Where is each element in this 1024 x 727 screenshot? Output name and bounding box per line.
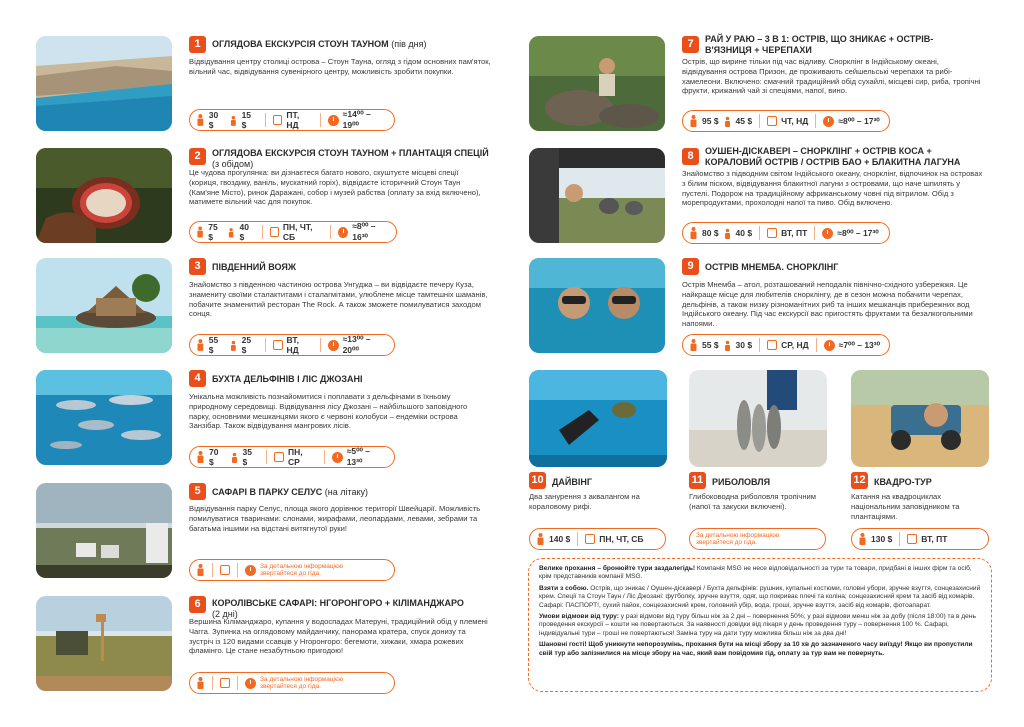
- calendar-icon: [907, 534, 917, 544]
- tour-photo-diving: [529, 370, 667, 467]
- tour-photo-fishing: [689, 370, 827, 467]
- child-icon: [723, 339, 732, 351]
- adult-icon: [196, 677, 205, 689]
- adult-price: 75 $: [208, 222, 218, 242]
- tour-price-schedule: [189, 446, 395, 468]
- tour-description: Відвідування центру столиці острова – Стоун Тауна, огляд з гідом основних пам'яток, вільний час, відвідування сувенірного центру, можливість зробити покупки.: [189, 57, 491, 76]
- adult-price: 130 $: [871, 534, 893, 544]
- calendar-icon: [273, 340, 283, 350]
- tour-price-schedule: [689, 528, 826, 550]
- adult-price: 140 $: [549, 534, 571, 544]
- adult-price: 55 $: [702, 340, 719, 350]
- tour-photo-the-rock: [36, 258, 172, 353]
- tour-photo-spices: [36, 148, 172, 243]
- tour-description: Це чудова прогулянка: ви дізнаєтеся багато нового, скуштуєте місцеві спеції (кориця, гвоздику, ваніль, мускатний горіх), відвідаєте історичний Стоун Таун (Кам'яне Місто), ринок Даражані, собор і музей рабства (оплату за вхід включено), матимете вільний час для покупок.: [189, 168, 481, 207]
- adult-price: 30 $: [208, 110, 219, 130]
- tour-title: ПІВДЕННИЙ ВОЯЖ: [212, 262, 296, 272]
- guest-reminder: Шановні гості! Щоб уникнути непорозумінь, прохання бути на місці збору за 10 хв до зазначеного часу виїзду! Якщо ви пропустили свій тур або запізнилися на місце збору на час, який вам повідомив гід, оплату за тур вам не повернуть.: [539, 641, 973, 657]
- child-icon: [723, 115, 732, 127]
- tour-title: РИБОЛОВЛЯ: [712, 477, 771, 487]
- clock-icon: [245, 678, 256, 689]
- tour-description: Катання на квадроциклах національним заповідником та плантаціями.: [851, 492, 960, 521]
- adult-icon: [689, 339, 698, 351]
- what-to-bring: Взяти з собою. Острів, що зникає / Оушен-діскавері / Бухта дельфінів: рушник, купальні костюми, головні убори, зручне взуття, сонцезахисний крем. Спеції та Стоун Таун / Ліс Джозані: футболку, зручне взуття, одяг, що покриває плечі та коліна; сонцезахисний крем та засіб від комарів. Сафарі: ПАСПОРТ!, сухий пайок, сонцезахисний крем, головний убір, вода, гроші, зручне взуття, засіб від комарів, фотоапарат.: [539, 584, 981, 609]
- tour-title: БУХТА ДЕЛЬФІНІВ І ЛІС ДЖОЗАНІ: [212, 374, 363, 384]
- tour-description: Знайомство з підводним світом Індійського океану, снорклінг, відпочинок на островах з білим піском, відвідування блакитної лагуни з островами, що наче шпилять у пустелі. Подорож на традиційному африканському човні під вітрилом. Обід з морепродуктами, прохолодні напої та пиво. Обід включено.: [682, 169, 983, 208]
- adult-icon: [689, 115, 698, 127]
- clock-icon: [332, 452, 343, 463]
- tour-price-schedule: [682, 110, 890, 132]
- child-price: 15 $: [241, 110, 252, 130]
- tour-days: ВТ, ПТ: [781, 228, 808, 238]
- adult-icon: [196, 114, 205, 126]
- adult-icon: [858, 533, 867, 545]
- tour-price-schedule: [189, 334, 395, 356]
- adult-price: 80 $: [702, 228, 719, 238]
- tour-title: ОГЛЯДОВА ЕКСКУРСІЯ СТОУН ТАУНОМ + ПЛАНТАЦІЯ СПЕЦІЙ (з обідом): [212, 148, 489, 169]
- calendar-icon: [270, 227, 279, 237]
- tour-title: ОУШЕН-ДІСКАВЕРІ – СНОРКЛІНГ + ОСТРІВ КОСА + КОРАЛОВИЙ ОСТРІВ / ОСТРІВ БАО + БЛАКИТНА ЛАГУНА: [705, 146, 961, 167]
- tour-number: 8: [682, 148, 699, 165]
- tour-photo-dolphins: [36, 370, 172, 465]
- tour-number: 5: [189, 483, 206, 500]
- adult-price: 95 $: [702, 116, 719, 126]
- cancellation-terms: Умови відмови від туру: у разі відмови від туру більш ніж за 2 дні – повернення 50%; у разі відмови менш ніж за добу (після 18:00) та в день проведення екскурсії – кошти не повертаються. За наявності довідки від лікаря у день проведення туру – повернення 100 %. Сафарі, індивідуальні тури – гроші не повертаються! Заміна туру на дати туру можлива більш ніж за два дні!: [539, 613, 976, 637]
- tour-days: ПН, СР: [287, 447, 303, 467]
- child-price: 30 $: [735, 340, 753, 350]
- child-price: 40 $: [239, 222, 250, 242]
- tour-description: Знайомство з південною частиною острова Унгуджа – ви відвідаєте печеру Куза, знамениту своїми сталактитами і сталагмітами, улюблене місце тамтешніх шаманів, побачите знаменитий ресторан The Rock. А також зможете помилуватися заходом сонця.: [189, 280, 488, 319]
- tour-price-schedule: [189, 221, 397, 243]
- tour-number: 7: [682, 36, 699, 53]
- tour-days: ЧТ, НД: [781, 116, 809, 126]
- tour-photo-turtles: [529, 36, 665, 131]
- adult-price: 70 $: [208, 447, 219, 467]
- tour-photo-quad: [851, 370, 989, 467]
- tour-time: ≈8⁰⁰ – 17³⁰: [838, 115, 880, 126]
- tour-days: ВТ, НД: [286, 335, 300, 355]
- tour-days: СР, НД: [781, 340, 809, 350]
- tour-photo-ocean-discovery: [529, 148, 665, 243]
- tour-price-schedule: [529, 528, 666, 550]
- tour-number: 9: [682, 258, 699, 275]
- tour-time: ≈5⁰⁰ – 13³⁰: [346, 446, 370, 467]
- calendar-icon: [220, 565, 230, 575]
- tour-photo-selous: [36, 483, 172, 578]
- tour-number: 12: [851, 472, 868, 489]
- tour-description: Вершина Кіліманджаро, купання у водоспадах Матеруні, традиційний обід у племені Чагга. Зупинка на оглядовому майданчику, панорама кратера, спуск донизу та зустріч із 120 видами ссавців у Нгоронгоро: бегемоти, хижаки, хмара рожевих фламінго. Це стане незабутньою пригодою!: [189, 617, 488, 656]
- clock-icon: [245, 565, 256, 576]
- clock-icon: [823, 116, 834, 127]
- clock-icon: [328, 340, 339, 351]
- tour-price-schedule: [682, 222, 890, 244]
- adult-icon: [196, 451, 205, 463]
- tour-title: ОГЛЯДОВА ЕКСКУРСІЯ СТОУН ТАУНОМ (пів дня): [212, 39, 427, 49]
- child-icon: [229, 114, 238, 126]
- tour-description: Острів Мнемба – атол, розташований неподалік північно-східного узбережжя. Це найкраще місце для любителів снорклінгу, де в сезон можна побачити черепах, дельфінів, а також низку різноманітних риб та інших мешканців прибережних вод Індійського океану. Під час екскурсії вас пригостять фруктами та безалкогольними напоями.: [682, 280, 973, 329]
- calendar-icon: [767, 340, 777, 350]
- adult-icon: [536, 533, 545, 545]
- adult-icon: [689, 227, 698, 239]
- tour-description: Унікальна можливість познайомитися і поплавати з дельфінами в їхньому природному середовищі. Відвідування лісу Джозані – найбільшого заповідного парку, основними мешканцями якого є червоні колобуси – ендеміки острова Занзібар. Також відвідування мангрових лісів.: [189, 392, 468, 431]
- tour-days: ПН, ЧТ, СБ: [599, 534, 644, 544]
- child-icon: [230, 451, 239, 463]
- calendar-icon: [585, 534, 595, 544]
- tour-price-schedule: [189, 559, 395, 581]
- clock-icon: [822, 228, 833, 239]
- tour-number: 10: [529, 472, 546, 489]
- guide-info-note: За детальною інформацією звертайтеся до гіда.: [260, 562, 344, 577]
- tour-title: КОРОЛІВСЬКЕ САФАРІ: НГОРОНГОРО + КІЛІМАНДЖАРО (2 дні): [212, 598, 464, 619]
- child-icon: [723, 227, 732, 239]
- adult-price: 55 $: [208, 335, 219, 355]
- child-price: 35 $: [242, 447, 252, 467]
- calendar-icon: [273, 115, 283, 125]
- adult-icon: [196, 564, 205, 576]
- tour-number: 11: [689, 472, 706, 489]
- child-price: 45 $: [735, 116, 753, 126]
- guide-info-note: За детальною інформацією звертайтеся до гіда.: [260, 675, 344, 690]
- tour-title: РАЙ У РАЮ – 3 В 1: ОСТРІВ, ЩО ЗНИКАЄ + ОСТРІВ-В'ЯЗНИЦЯ + ЧЕРЕПАХИ: [705, 34, 934, 55]
- booking-notice: Велике прохання – бронюйте тури заздалегідь! Компанія MSG не несе відповідальності за тури та товари, придбані в інших фірм та осіб, крім представників компанії MSG.: [539, 565, 972, 581]
- calendar-icon: [274, 452, 284, 462]
- tour-number: 4: [189, 370, 206, 387]
- calendar-icon: [767, 228, 777, 238]
- tour-number: 1: [189, 36, 206, 53]
- tour-description: Відвідування парку Селус, площа якого дорівнює території Швейцарії. Можливість помилуватися тваринами: слонами, жирафами, леопардами, левами, зебрами та багатьма іншими на відстані витягнутої руки!: [189, 504, 481, 533]
- tour-photo-mnemba: [529, 258, 665, 353]
- child-icon: [229, 339, 238, 351]
- tour-time: ≈8⁰⁰ – 16³⁰: [352, 221, 376, 242]
- child-icon: [227, 226, 235, 238]
- clock-icon: [328, 115, 339, 126]
- tour-price-schedule: [189, 672, 395, 694]
- tour-time: ≈8⁰⁰ – 17³⁰: [837, 227, 879, 238]
- tour-price-schedule: [851, 528, 989, 550]
- tour-description: Острів, що вирине тільки під час відливу. Снорклінг в Індійському океані, відвідування острова Призон, де проживають сейшельські черепахи та рибі-хамелеони. Включено: смачний традиційний обід сухайлі, місцеві сир, риба, тропічні фрукти, крижаний чай зі спеціями, напої, вино.: [682, 57, 981, 96]
- child-price: 25 $: [241, 335, 252, 355]
- tour-number: 6: [189, 596, 206, 613]
- tour-title: ОСТРІВ МНЕМБА. СНОРКЛІНГ: [705, 262, 839, 272]
- tour-days: ПТ, НД: [286, 110, 300, 130]
- child-price: 40 $: [735, 228, 753, 238]
- tour-photo-stone-town: [36, 36, 172, 131]
- tour-time: ≈13⁰⁰ – 20⁰⁰: [342, 334, 371, 355]
- tour-price-schedule: [682, 334, 890, 356]
- tour-description: Два занурення з аквалангом на кораловому рифі.: [529, 492, 640, 511]
- tour-title: САФАРІ В ПАРКУ СЕЛУС (на літаку): [212, 487, 369, 497]
- adult-icon: [196, 339, 205, 351]
- tour-number: 3: [189, 258, 206, 275]
- info-notice-box: [528, 558, 992, 692]
- tour-price-schedule: [189, 109, 395, 131]
- calendar-icon: [767, 116, 777, 126]
- calendar-icon: [220, 678, 230, 688]
- tour-time: ≈14⁰⁰ – 19⁰⁰: [342, 109, 371, 130]
- tour-title: ДАЙВІНГ: [552, 477, 592, 487]
- adult-icon: [196, 226, 204, 238]
- tour-description: Глибоководна риболовля тропічним (напої та закуски включені).: [689, 492, 816, 511]
- clock-icon: [824, 340, 835, 351]
- tour-title: КВАДРО-ТУР: [874, 477, 932, 487]
- tour-photo-ngorongoro: [36, 596, 172, 691]
- tour-number: 2: [189, 148, 206, 165]
- tour-days: ВТ, ПТ: [921, 534, 948, 544]
- tour-time: ≈7⁰⁰ – 13³⁰: [838, 339, 881, 350]
- tour-days: ПН, ЧТ, СБ: [282, 222, 313, 242]
- clock-icon: [338, 227, 348, 238]
- guide-info-note: За детальною інформацією звертайтеся до гіда.: [696, 531, 780, 546]
